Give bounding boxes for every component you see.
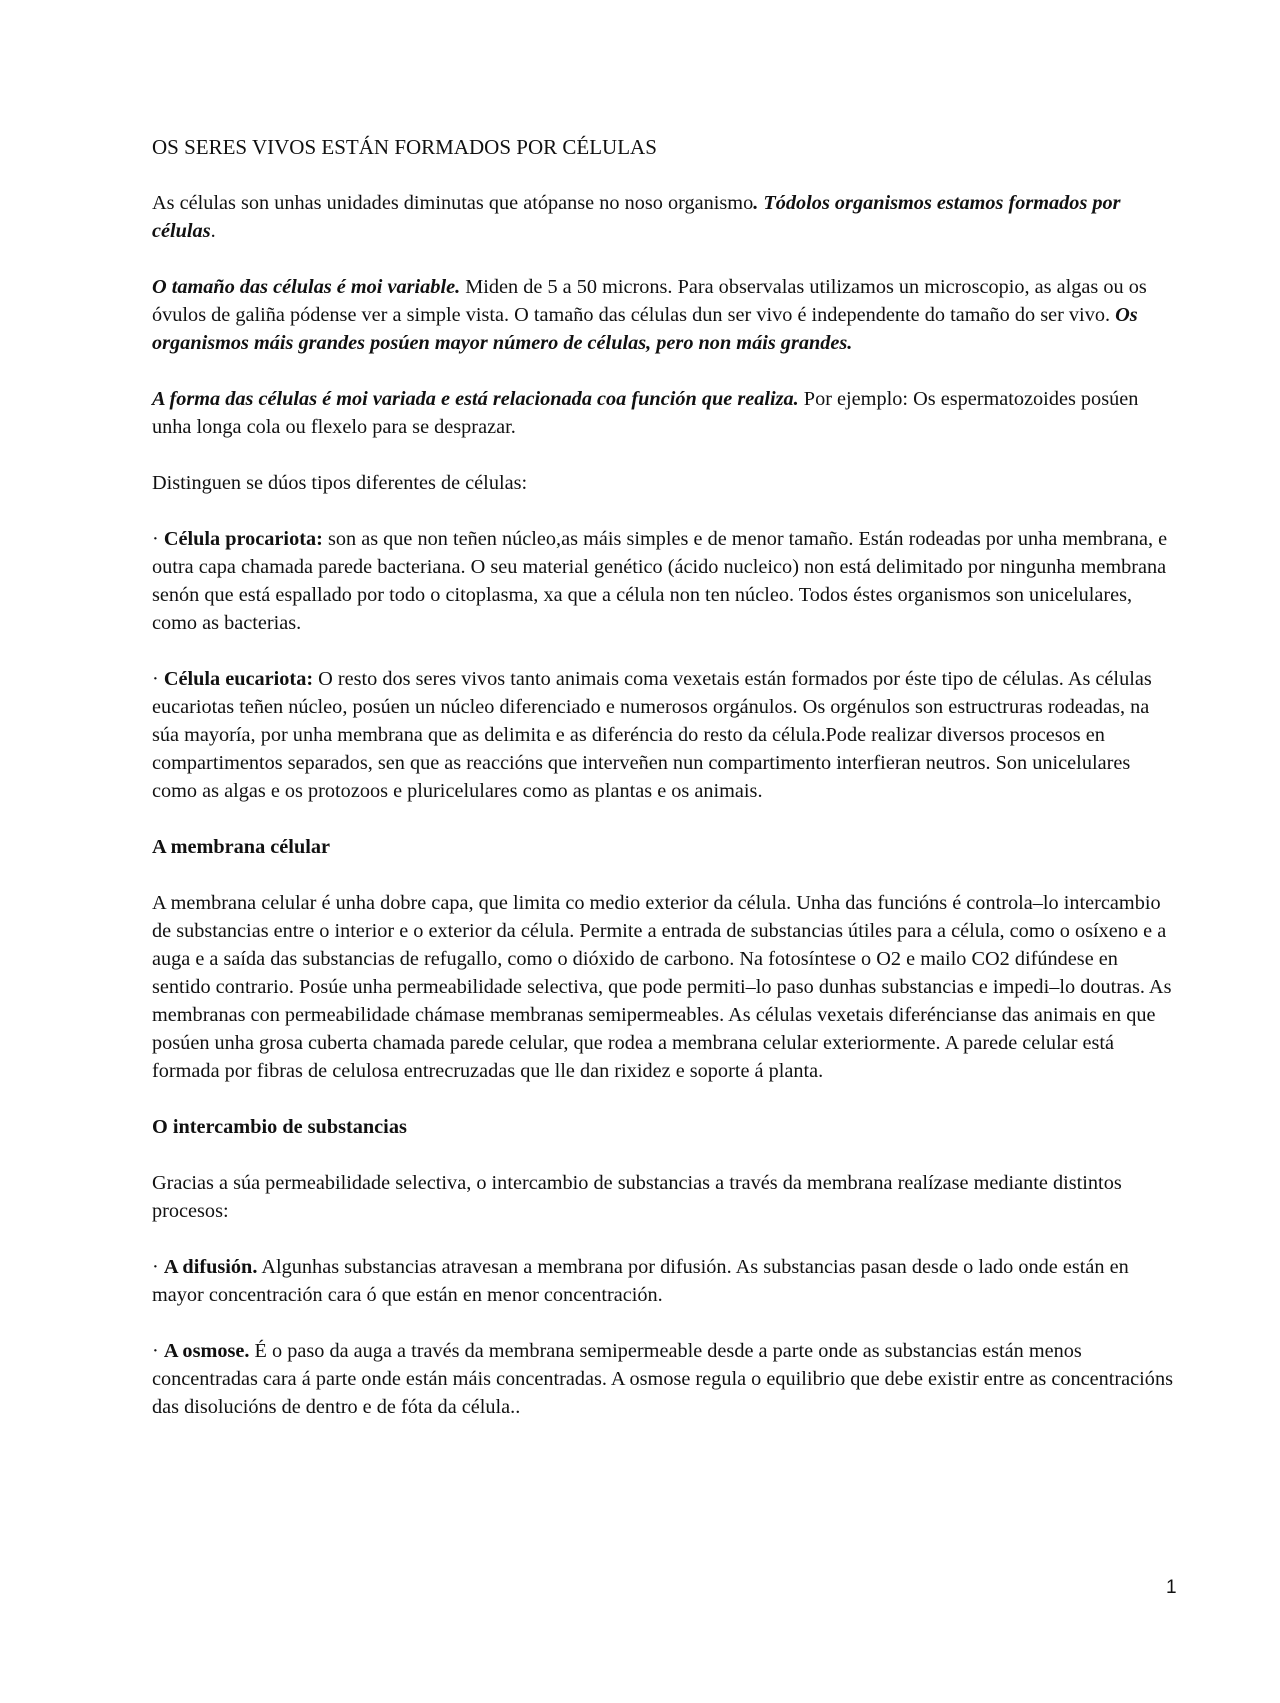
eucariota-label: Célula eucariota: — [163, 668, 314, 690]
intro-emphasis: . Tódolos organismos estamos formados por células — [152, 192, 1121, 242]
bullet: · — [152, 668, 164, 690]
exchange-paragraph: Gracias a súa permeabilidade selectiva, o intercambio de substancias a través da membrana realízase mediante distintos procesos: — [152, 1172, 1122, 1222]
size-paragraph — [152, 273, 1180, 357]
procariota-paragraph — [152, 525, 1180, 637]
size-text: Miden de 5 a 50 microns. Para observalas utilizamos un microscopio, as algas ou os óvulos de galiña pódense ver a simple vista. O tamaño das células dun ser vivo é independente do tamaño do ser vivo. — [152, 276, 1147, 326]
membrane-paragraph: A membrana celular é unha dobre capa, que limita co medio exterior da célula. Unha das funcións é controla–lo intercambio de substancias entre o interior e o exterior da célula. Permite a entrada de substancias útiles para a célula, como o osíxeno e a auga e a saída das substancias de refugallo, como o dióxido de carbono. Na fotosíntese o O2 e mailo CO2 difúndese en sentido contrario. Posúe unha permeabilidade selectiva, que pode permiti–lo paso dunhas substancias e impedi–lo doutras. As membranas con permeabilidade chámase membranas semipermeables. As células vexetais diferéncianse das animais en que posúen unha grosa cuberta chamada parede celular, que rodea a membrana celular exteriormente. A parede celular está formada por fibras de celulosa entrecruzadas que lle dan rixidez e soporte á planta. — [152, 892, 1172, 1082]
eucariota-text: O resto dos seres vivos tanto animais coma vexetais están formados por éste tipo de células. As células eucariotas teñen núcleo, posúen un núcleo diferenciado e numerosos orgánulos. Os orgénulos son estructruras rodeadas, na súa mayoría, por unha membrana que as delimita e as diferéncia do resto da célula.Pode realizar diversos procesos en compartimentos separados, sen que as reaccións que interveñen nun compartimento interfieran neutros. Son unicelulares como as algas e os protozoos e pluricelulares como as plantas e os animais. — [152, 668, 1152, 802]
membrane-heading: A membrana célular — [152, 836, 330, 858]
bullet: · — [152, 1256, 164, 1278]
difusion-label: A difusión. — [163, 1256, 258, 1278]
intro-text: As células son unhas unidades diminutas que atópanse no noso organismo — [152, 192, 754, 214]
size-emphasis: O tamaño das células é moi variable. — [152, 276, 461, 298]
page-number: 1 — [1166, 1577, 1177, 1598]
shape-paragraph — [152, 385, 1180, 441]
shape-emphasis: A forma das células é moi variada e está relacionada coa función que realiza. — [152, 388, 799, 410]
bullet: · — [152, 528, 164, 550]
bullet: · — [152, 1340, 164, 1362]
procariota-text: son as que non teñen núcleo,as máis simples e de menor tamaño. Están rodeadas por unha membrana, e outra capa chamada parede bacteriana. O seu material genético (ácido nucleico) non está delimitado por ningunha membrana senón que está espallado por todo o citoplasma, xa que a célula non ten núcleo. Todos éstes organismos son unicelulares, como as bacterias. — [152, 528, 1168, 634]
intro-paragraph — [152, 189, 1180, 245]
osmose-paragraph — [152, 1337, 1180, 1421]
osmose-text: É o paso da auga a través da membrana semipermeable desde a parte onde as substancias están menos concentradas cara á parte onde están máis concentradas. A osmose regula o equilibrio que debe existir entre as concentracións das disolucións de dentro e de fóta da célula.. — [152, 1340, 1173, 1418]
document-title: OS SERES VIVOS ESTÁN FORMADOS POR CÉLULAS — [152, 135, 657, 159]
procariota-label: Célula procariota: — [163, 528, 323, 550]
size-emphasis-2: Os organismos máis grandes posúen mayor número de células, pero non máis grandes. — [152, 304, 1138, 354]
osmose-label: A osmose. — [163, 1340, 250, 1362]
exchange-heading: O intercambio de substancias — [152, 1116, 407, 1138]
difusion-text: Algunhas substancias atravesan a membrana por difusión. As substancias pasan desde o lado onde están en mayor concentración cara ó que están en menor concentración. — [152, 1256, 1129, 1306]
eucariota-paragraph — [152, 665, 1180, 805]
shape-text: Por ejemplo: Os espermatozoides posúen unha longa cola ou flexelo para se desprazar. — [152, 388, 1139, 438]
intro-end: . — [210, 220, 216, 242]
types-intro-paragraph: Distinguen se dúos tipos diferentes de células: — [152, 472, 528, 494]
difusion-paragraph — [152, 1253, 1180, 1309]
